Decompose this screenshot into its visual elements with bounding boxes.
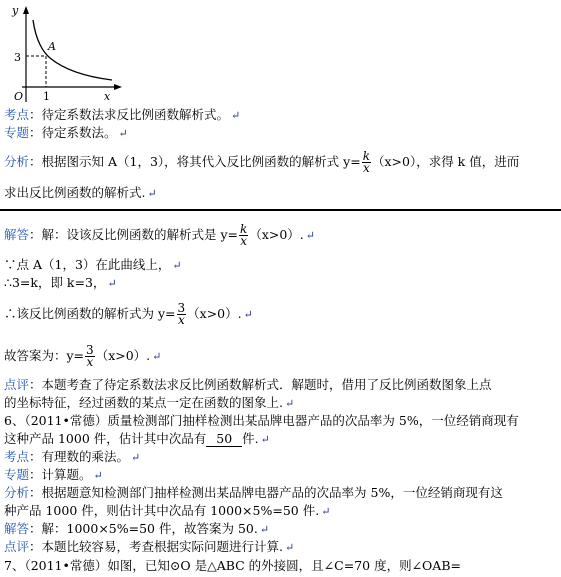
q6-zhuanti [4,468,103,483]
answer-text-pre: 故答案为：y= [4,348,85,363]
q5-step2 [4,276,117,291]
jieda-label: 解答 [4,227,30,242]
x-axis-label: x [104,90,111,103]
return-icon: ↵ [260,433,270,446]
answer-blank: 50 [206,432,242,447]
fraction-numerator: 3 [86,343,94,357]
y-axis-label: y [12,4,19,17]
fenxi-fraction [362,151,371,174]
q6-dianping [4,540,294,555]
fenxi-label: 分析 [4,154,30,169]
q5-fenxi-line2 [4,186,157,201]
q6-stem-text-line1: 6、（2011•常德）质量检测部门抽样检测出某品牌电器产品的次品率为 5%，一位经销商现有 [4,413,519,428]
return-icon: ↵ [259,523,270,536]
inverse-function-graph [0,0,140,108]
return-icon: ↵ [147,187,157,200]
origin-label: O [14,90,24,103]
fenxi-text-line2: 求出反比例函数的解析式. [4,185,146,200]
fenxi-text-pre: ：根据图示知 A（1，3），将其代入反比例函数的解析式 y= [29,154,361,169]
dianping-label: 点评 [4,377,30,392]
q6-stem-text-pre: 这种产品 1000 件，估计其中次品有 [4,431,207,446]
answer-fraction [85,345,95,368]
return-icon: ↵ [231,109,241,122]
q5-jieda [4,224,315,247]
dianping-text-line1: ：本题考查了待定系数法求反比例函数解析式．解题时，借用了反比例函数图象上点 [29,377,492,392]
fenxi-text-line2: 种产品 1000 件，则估计其中次品有 1000×5%=50 件. [4,503,320,518]
q7-stem [4,559,461,573]
q7-stem-text: 7、（2011•常德）如图，已知⊙O 是△ABC 的外接圆，且∠C=70 度，则∠OAB= [4,558,461,573]
q5-step3 [4,302,253,327]
return-icon: ↵ [152,350,162,363]
point-a-label: A [48,40,56,53]
kaodian-label: 考点 [4,107,30,122]
kaodian-text: ：待定系数法求反比例函数解析式。 [29,107,230,122]
fenxi-text-post: （x>0），求得 k 值，进而 [371,154,520,169]
zhuanti-text: ：待定系数法。 [29,125,117,140]
dianping-text-line2: 的坐标特征，经过函数的某点一定在函数的图象上. [4,395,283,410]
fenxi-text-line1: ：根据题意知检测部门抽样检测出某品牌电器产品的次品率为 5%，一位经销商现有这 [29,485,503,500]
dianping-label: 点评 [4,539,30,554]
q5-answer [4,344,161,369]
q6-kaodian [4,450,140,465]
q5-fenxi-line1 [4,151,519,174]
jieda-label: 解答 [4,521,30,536]
q6-stem-text-post: 件. [242,431,259,446]
q6-fenxi-line2 [4,504,330,519]
return-icon: ↵ [118,127,128,140]
fraction-numerator: k [362,149,370,163]
q5-step1 [4,258,182,273]
return-icon: ↵ [285,541,295,554]
hyperbola-curve [33,20,112,80]
q6-fenxi-line1 [4,486,503,500]
fraction-denominator: x [240,234,248,248]
zhuanti-label: 专题 [4,467,30,482]
fraction-numerator: k [240,222,248,236]
return-icon: ↵ [321,505,331,518]
q5-zhuanti [4,126,128,141]
step3-text-post: （x>0）. [187,306,242,321]
y-axis-arrow [23,6,29,14]
kaodian-text: ：有理数的乘法。 [29,449,130,464]
fenxi-label: 分析 [4,485,30,500]
zhuanti-label: 专题 [4,125,30,140]
fraction-numerator: 3 [177,301,186,315]
step2-text: ∴3=k，即 k=3， [4,275,106,290]
q6-stem-line2 [4,432,270,447]
q6-jieda [4,522,269,537]
jieda-text-post: （x>0）. [249,227,304,242]
section-divider [0,209,561,211]
jieda-fraction [239,224,248,247]
q5-kaodian [4,108,240,123]
q5-dianping-line1 [4,378,492,392]
return-icon: ↵ [243,308,253,321]
return-icon: ↵ [284,397,295,410]
return-icon: ↵ [131,451,141,464]
q6-stem-line1 [4,414,519,428]
fraction-denominator: x [362,161,370,175]
dianping-text: ：本题比较容易，考查根据实际问题进行计算. [29,539,283,554]
answer-text-post: （x>0）. [95,348,151,363]
return-icon: ↵ [172,259,182,272]
fraction-denominator: x [177,313,185,327]
return-icon: ↵ [107,277,117,290]
step3-text-pre: ∴该反比例函数的解析式为 y= [4,306,176,321]
jieda-text: ：解：1000×5%=50 件，故答案为 50. [29,521,258,536]
return-icon: ↵ [93,469,103,482]
y-tick-label: 3 [14,51,21,64]
kaodian-label: 考点 [4,449,30,464]
return-icon: ↵ [305,229,315,242]
q5-dianping-line2 [4,396,294,411]
step1-text: ∵点 A（1，3）在此曲线上， [4,257,171,272]
step3-fraction [177,303,187,326]
x-tick-label: 1 [43,90,50,103]
jieda-text-pre: ：解：设该反比例函数的解析式是 y= [29,227,239,242]
fraction-denominator: x [86,355,94,369]
zhuanti-text: ：计算题。 [29,467,92,482]
x-axis-arrow [114,84,122,90]
